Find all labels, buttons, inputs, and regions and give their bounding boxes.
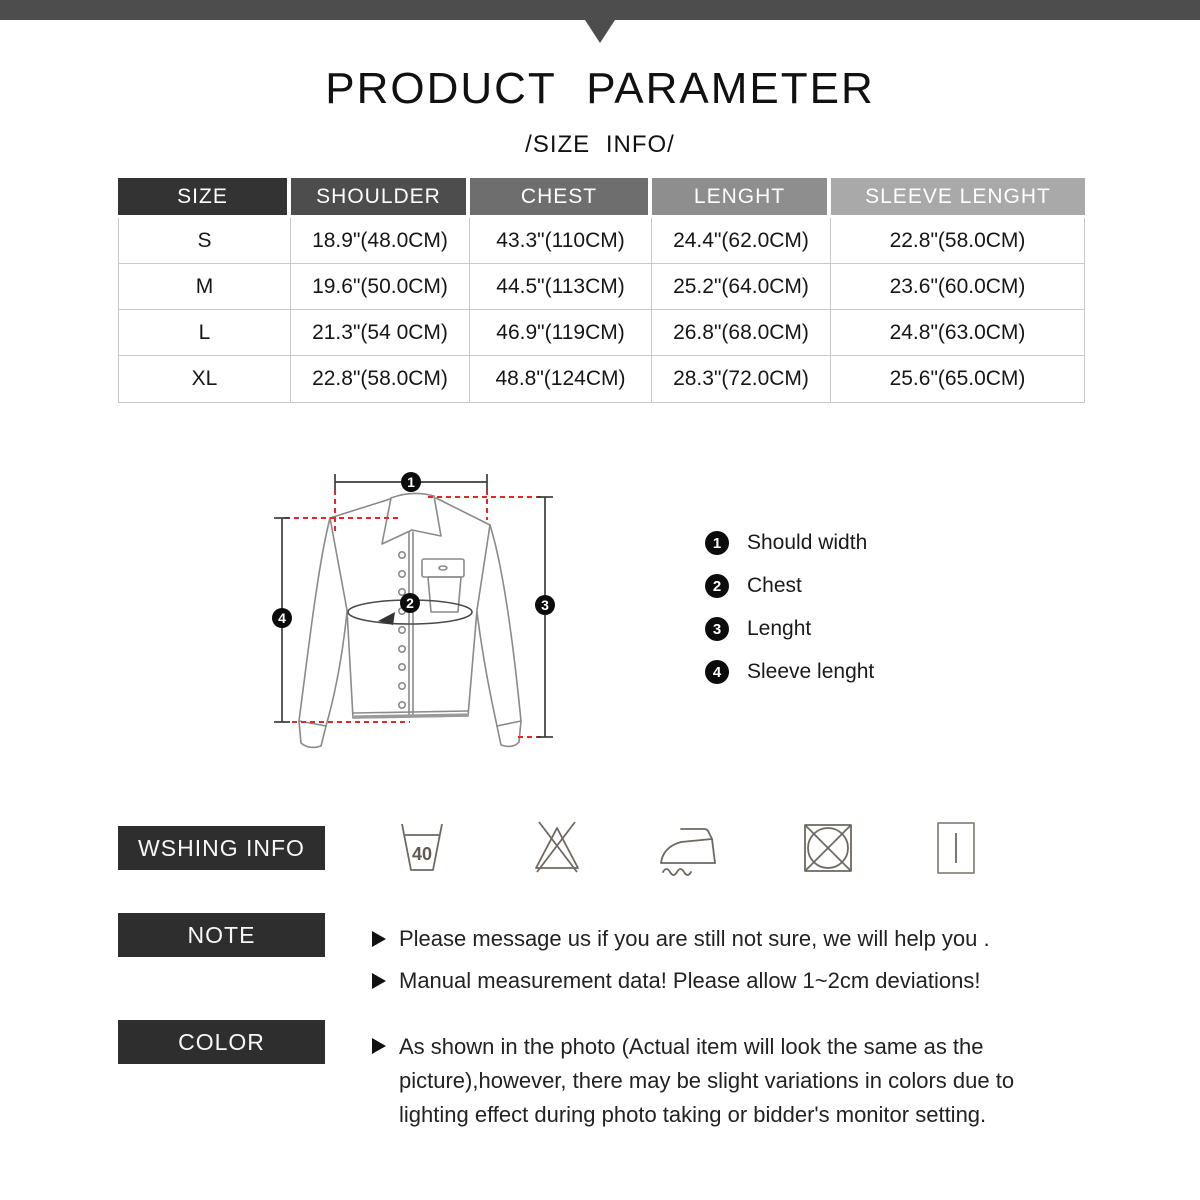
table-cell: 46.9"(119CM) — [470, 310, 652, 356]
page-title: PRODUCT PARAMETER — [325, 64, 875, 113]
table-cell: L — [119, 310, 291, 356]
table-cell: 28.3"(72.0CM) — [652, 356, 831, 402]
svg-text:40: 40 — [411, 844, 433, 864]
table-cell: 24.4"(62.0CM) — [652, 218, 831, 264]
table-cell: XL — [119, 356, 291, 402]
measurement-diagram-section — [250, 460, 950, 790]
measurement-legend — [705, 528, 874, 700]
do-not-tumble-dry-icon — [800, 820, 856, 876]
table-cell: 23.6"(60.0CM) — [831, 264, 1084, 310]
legend-number-badge: 2 — [705, 574, 729, 598]
table-cell: 25.6"(65.0CM) — [831, 356, 1084, 402]
table-cell: 22.8"(58.0CM) — [831, 218, 1084, 264]
svg-text:1: 1 — [407, 474, 415, 490]
column-header-length: LENGHT — [652, 178, 827, 215]
size-table-header — [118, 178, 1085, 215]
table-cell: M — [119, 264, 291, 310]
hem-band — [354, 715, 467, 717]
legend-number-badge: 4 — [705, 660, 729, 684]
table-cell: S — [119, 218, 291, 264]
table-cell: 21.3"(54 0CM) — [291, 310, 470, 356]
table-cell: 19.6"(50.0CM) — [291, 264, 470, 310]
column-header-sleeve-length: SLEEVE LENGHT — [831, 178, 1085, 215]
legend-label: Should width — [747, 531, 868, 554]
page-subtitle: /SIZE INFO/ — [525, 131, 675, 158]
size-table-body — [118, 218, 1085, 403]
note-label: NOTE — [118, 913, 325, 957]
do-not-bleach-icon — [528, 818, 586, 876]
note-text: Manual measurement data! Please allow 1~2cm deviations! — [399, 968, 981, 993]
table-cell: 48.8"(124CM) — [470, 356, 652, 402]
legend-item — [705, 657, 874, 687]
svg-text:4: 4 — [278, 610, 286, 626]
banner-notch-icon — [585, 20, 615, 43]
table-cell: 25.2"(64.0CM) — [652, 264, 831, 310]
legend-number-badge: 3 — [705, 617, 729, 641]
top-banner — [0, 0, 1200, 20]
color-label: COLOR — [118, 1020, 325, 1064]
column-header-size: SIZE — [118, 178, 287, 215]
svg-text:2: 2 — [406, 595, 414, 611]
bullet-arrow-icon — [372, 1038, 386, 1054]
note-item — [372, 965, 981, 997]
washing-info-label: WSHING INFO — [118, 826, 325, 870]
drip-dry-icon — [934, 820, 978, 876]
note-text: Please message us if you are still not sure, we will help you . — [399, 926, 990, 951]
bullet-arrow-icon — [372, 973, 386, 989]
legend-item — [705, 614, 874, 644]
red-dashed-guides — [285, 490, 543, 737]
legend-item — [705, 528, 874, 558]
legend-label: Lenght — [747, 617, 812, 640]
bullet-arrow-icon — [372, 931, 386, 947]
size-table — [118, 178, 1085, 403]
note-item — [372, 923, 990, 955]
table-cell: 43.3"(110CM) — [470, 218, 652, 264]
column-header-shoulder: SHOULDER — [291, 178, 466, 215]
shirt-diagram — [250, 460, 600, 780]
table-cell: 26.8"(68.0CM) — [652, 310, 831, 356]
svg-text:3: 3 — [541, 597, 549, 613]
legend-item — [705, 571, 874, 601]
table-cell: 22.8"(58.0CM) — [291, 356, 470, 402]
wash-40-icon — [395, 820, 449, 878]
column-header-chest: CHEST — [470, 178, 648, 215]
table-cell: 24.8"(63.0CM) — [831, 310, 1084, 356]
legend-label: Chest — [747, 574, 802, 597]
color-text: As shown in the photo (Actual item will look the same as the picture),however, there may be slight variations in colors due to lighting effect during photo taking or bidder's monitor setting. — [399, 1034, 1015, 1127]
table-cell: 44.5"(113CM) — [470, 264, 652, 310]
legend-label: Sleeve lenght — [747, 660, 875, 683]
iron-icon — [655, 822, 721, 878]
color-item — [372, 1030, 1089, 1132]
legend-number-badge: 1 — [705, 531, 729, 555]
table-cell: 18.9"(48.0CM) — [291, 218, 470, 264]
